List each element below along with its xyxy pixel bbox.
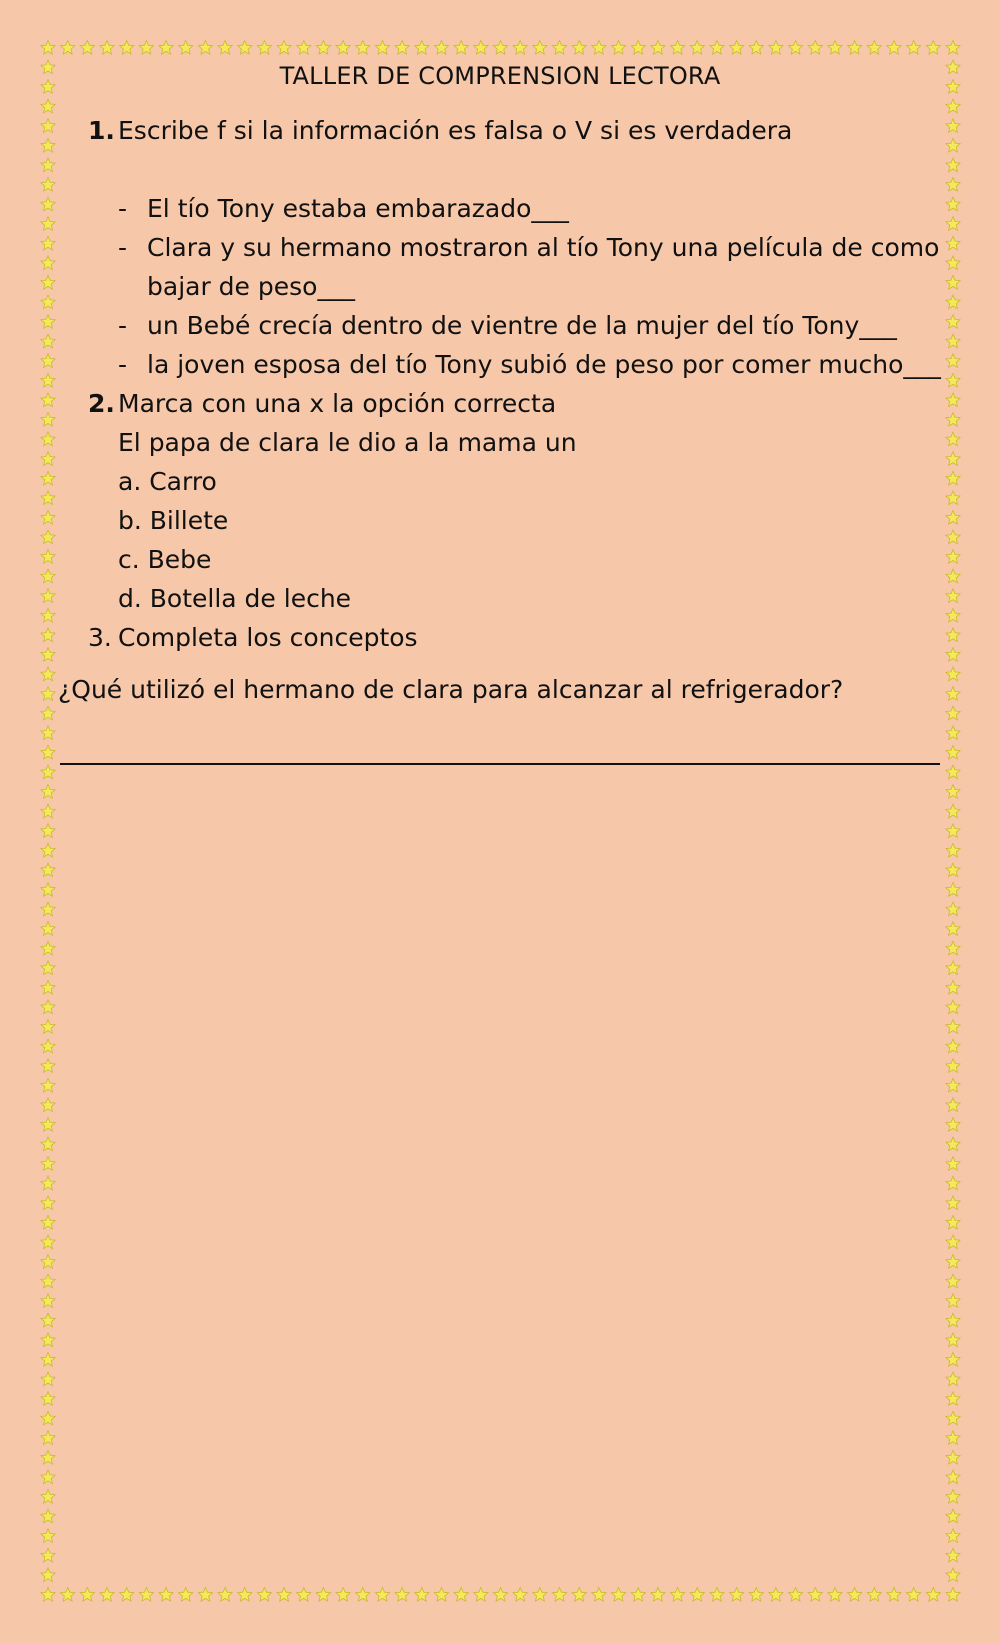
star-icon — [592, 1588, 606, 1602]
star-icon — [946, 99, 960, 113]
star-icon — [41, 608, 55, 622]
star-icon — [257, 41, 271, 55]
star-icon — [611, 41, 625, 55]
star-icon — [41, 667, 55, 681]
star-icon — [946, 1392, 960, 1406]
star-icon — [41, 883, 55, 897]
q1-item-1: El tío Tony estaba embarazado___ — [147, 194, 569, 223]
page-title: TALLER DE COMPRENSION LECTORA — [279, 62, 721, 90]
star-icon — [946, 1196, 960, 1210]
option-a[interactable]: a. Carro — [118, 467, 217, 496]
star-icon — [946, 1529, 960, 1543]
star-icon — [946, 1176, 960, 1190]
star-icon — [41, 1568, 55, 1582]
star-icon — [41, 824, 55, 838]
star-icon — [651, 1588, 665, 1602]
star-icon — [946, 608, 960, 622]
star-icon — [867, 41, 881, 55]
star-icon — [946, 785, 960, 799]
star-icon — [867, 1588, 881, 1602]
star-icon — [80, 41, 94, 55]
star-icon — [946, 1294, 960, 1308]
star-icon — [730, 1588, 744, 1602]
star-icon — [41, 1215, 55, 1229]
star-icon — [946, 941, 960, 955]
star-icon — [946, 452, 960, 466]
star-icon — [946, 1509, 960, 1523]
star-icon — [454, 1588, 468, 1602]
star-icon — [41, 922, 55, 936]
question-2-stem: El papa de clara le dio a la mama un — [118, 428, 577, 457]
star-icon — [493, 41, 507, 55]
star-icon — [41, 373, 55, 387]
star-icon — [238, 1588, 252, 1602]
star-icon — [631, 1588, 645, 1602]
star-icon — [946, 178, 960, 192]
q1-item-2-continued: bajar de peso___ — [147, 272, 355, 301]
star-icon — [41, 569, 55, 583]
star-icon — [572, 1588, 586, 1602]
star-icon — [946, 765, 960, 779]
star-icon — [848, 41, 862, 55]
star-icon — [434, 1588, 448, 1602]
star-icon — [907, 1588, 921, 1602]
question-1-prompt: Escribe f si la información es falsa o V si es verdadera — [118, 116, 793, 145]
star-icon — [41, 550, 55, 564]
star-icon — [946, 922, 960, 936]
option-b[interactable]: b. Billete — [118, 506, 229, 535]
answer-line[interactable] — [60, 763, 940, 765]
star-icon — [41, 41, 55, 55]
star-icon — [946, 1137, 960, 1151]
star-icon — [41, 785, 55, 799]
star-icon — [730, 41, 744, 55]
star-icon — [946, 843, 960, 857]
star-icon — [749, 41, 763, 55]
star-icon — [41, 334, 55, 348]
star-icon — [41, 941, 55, 955]
star-icon — [946, 550, 960, 564]
star-icon — [946, 726, 960, 740]
star-icon — [552, 1588, 566, 1602]
star-icon — [41, 1255, 55, 1269]
star-icon — [41, 1078, 55, 1092]
question-2-prompt: Marca con una x la opción correcta — [118, 389, 557, 418]
star-icon — [61, 1588, 75, 1602]
star-icon — [946, 648, 960, 662]
star-icon — [946, 804, 960, 818]
star-icon — [356, 1588, 370, 1602]
star-icon — [946, 119, 960, 133]
star-icon — [946, 158, 960, 172]
star-icon — [159, 41, 173, 55]
star-icon — [41, 726, 55, 740]
star-icon — [41, 432, 55, 446]
star-icon — [946, 1078, 960, 1092]
star-icon — [120, 1588, 134, 1602]
star-icon — [41, 236, 55, 250]
star-icon — [946, 276, 960, 290]
star-icon — [277, 1588, 291, 1602]
star-icon — [415, 1588, 429, 1602]
q1-item-4: la joven esposa del tío Tony subió de peso por comer mucho___ — [147, 350, 941, 379]
star-icon — [946, 1255, 960, 1269]
star-icon — [946, 1020, 960, 1034]
star-icon — [41, 589, 55, 603]
star-icon — [946, 569, 960, 583]
star-icon — [946, 393, 960, 407]
star-icon — [887, 1588, 901, 1602]
star-icon — [139, 1588, 153, 1602]
star-icon — [533, 1588, 547, 1602]
star-icon — [336, 41, 350, 55]
star-icon — [552, 41, 566, 55]
q1-item-3: un Bebé crecía dentro de vientre de la mujer del tío Tony___ — [147, 311, 897, 340]
star-icon — [395, 41, 409, 55]
star-icon — [789, 1588, 803, 1602]
star-icon — [198, 1588, 212, 1602]
star-icon — [946, 746, 960, 760]
star-icon — [808, 1588, 822, 1602]
star-icon — [592, 41, 606, 55]
star-icon — [41, 1098, 55, 1112]
star-icon — [395, 1588, 409, 1602]
star-icon — [80, 1588, 94, 1602]
star-icon — [179, 1588, 193, 1602]
star-icon — [946, 1372, 960, 1386]
star-icon — [41, 530, 55, 544]
star-icon — [41, 1000, 55, 1014]
star-icon — [946, 138, 960, 152]
star-icon — [946, 961, 960, 975]
star-icon — [690, 1588, 704, 1602]
star-icon — [946, 883, 960, 897]
star-icon — [41, 393, 55, 407]
star-icon — [316, 1588, 330, 1602]
star-icon — [946, 1431, 960, 1445]
star-icon — [41, 1588, 55, 1602]
star-icon — [670, 41, 684, 55]
star-icon — [946, 295, 960, 309]
star-icon — [651, 41, 665, 55]
star-icon — [946, 41, 960, 55]
star-icon — [41, 1509, 55, 1523]
star-icon — [41, 511, 55, 525]
star-icon — [41, 1118, 55, 1132]
star-icon — [41, 648, 55, 662]
star-icon — [41, 119, 55, 133]
star-icon — [572, 41, 586, 55]
star-icon — [336, 1588, 350, 1602]
question-1-number: 1. — [88, 116, 115, 145]
star-icon — [41, 315, 55, 329]
star-icon — [946, 1333, 960, 1347]
star-icon — [41, 1470, 55, 1484]
star-icon — [41, 746, 55, 760]
star-icon — [946, 1353, 960, 1367]
star-icon — [946, 824, 960, 838]
q1-item-2-dash: - — [118, 233, 128, 262]
star-icon — [887, 41, 901, 55]
star-icon — [946, 315, 960, 329]
star-icon — [710, 1588, 724, 1602]
star-icon — [749, 1588, 763, 1602]
star-icon — [297, 1588, 311, 1602]
star-icon — [415, 41, 429, 55]
star-icon — [41, 902, 55, 916]
star-icon — [41, 843, 55, 857]
star-icon — [41, 1411, 55, 1425]
star-icon — [907, 41, 921, 55]
star-icon — [789, 41, 803, 55]
star-icon — [41, 1294, 55, 1308]
star-icon — [139, 41, 153, 55]
star-icon — [946, 373, 960, 387]
star-icon — [41, 276, 55, 290]
star-icon — [946, 980, 960, 994]
star-icon — [946, 256, 960, 270]
option-d[interactable]: d. Botella de leche — [118, 584, 352, 613]
star-icon — [946, 334, 960, 348]
star-icon — [946, 1588, 960, 1602]
star-icon — [41, 1353, 55, 1367]
star-icon — [100, 1588, 114, 1602]
star-icon — [946, 1098, 960, 1112]
star-icon — [159, 1588, 173, 1602]
star-icon — [41, 1431, 55, 1445]
star-icon — [41, 1039, 55, 1053]
star-icon — [100, 41, 114, 55]
star-icon — [946, 236, 960, 250]
star-icon — [356, 41, 370, 55]
star-icon — [41, 1196, 55, 1210]
star-icon — [946, 1059, 960, 1073]
star-icon — [41, 961, 55, 975]
star-icon — [454, 41, 468, 55]
star-icon — [808, 41, 822, 55]
star-icon — [41, 354, 55, 368]
star-icon — [769, 41, 783, 55]
star-icon — [41, 217, 55, 231]
star-icon — [946, 511, 960, 525]
star-icon — [946, 1274, 960, 1288]
star-icon — [41, 1157, 55, 1171]
star-icon — [41, 1490, 55, 1504]
star-icon — [828, 41, 842, 55]
star-icon — [41, 413, 55, 427]
question-3-prompt: Completa los conceptos — [118, 623, 418, 652]
star-icon — [474, 41, 488, 55]
star-icon — [41, 765, 55, 779]
star-icon — [946, 1411, 960, 1425]
star-icon — [41, 1059, 55, 1073]
star-icon — [946, 1000, 960, 1014]
star-icon — [946, 1235, 960, 1249]
q1-item-3-dash: - — [118, 311, 128, 340]
star-icon — [946, 491, 960, 505]
star-icon — [946, 1157, 960, 1171]
star-icon — [946, 197, 960, 211]
star-icon — [848, 1588, 862, 1602]
star-icon — [41, 1333, 55, 1347]
star-icon — [710, 41, 724, 55]
star-icon — [611, 1588, 625, 1602]
star-icon — [946, 589, 960, 603]
star-icon — [474, 1588, 488, 1602]
star-icon — [946, 628, 960, 642]
star-icon — [41, 471, 55, 485]
q1-item-2: Clara y su hermano mostraron al tío Tony una película de como — [147, 233, 940, 262]
question-2-number: 2. — [88, 389, 115, 418]
star-icon — [41, 1529, 55, 1543]
star-icon — [41, 1137, 55, 1151]
star-icon — [297, 41, 311, 55]
star-icon — [41, 491, 55, 505]
star-icon — [493, 1588, 507, 1602]
star-icon — [946, 902, 960, 916]
star-icon — [41, 1313, 55, 1327]
star-icon — [769, 1588, 783, 1602]
star-icon — [41, 1235, 55, 1249]
question-3-text: ¿Qué utilizó el hermano de clara para alcanzar al refrigerador? — [58, 675, 844, 704]
star-icon — [946, 1039, 960, 1053]
star-icon — [690, 41, 704, 55]
star-icon — [946, 687, 960, 701]
star-icon — [946, 1548, 960, 1562]
star-icon — [41, 138, 55, 152]
star-icon — [946, 863, 960, 877]
star-icon — [946, 1490, 960, 1504]
star-icon — [670, 1588, 684, 1602]
star-icon — [41, 295, 55, 309]
star-icon — [120, 41, 134, 55]
star-icon — [828, 1588, 842, 1602]
star-icon — [946, 1568, 960, 1582]
q1-item-4-dash: - — [118, 350, 128, 379]
star-icon — [257, 1588, 271, 1602]
star-icon — [946, 1450, 960, 1464]
star-icon — [434, 41, 448, 55]
star-icon — [41, 628, 55, 642]
star-icon — [946, 217, 960, 231]
star-icon — [316, 41, 330, 55]
star-icon — [946, 1118, 960, 1132]
star-icon — [198, 41, 212, 55]
star-icon — [41, 256, 55, 270]
star-icon — [946, 1470, 960, 1484]
star-icon — [41, 1450, 55, 1464]
star-icon — [631, 41, 645, 55]
star-icon — [277, 41, 291, 55]
star-icon — [41, 863, 55, 877]
star-icon — [41, 980, 55, 994]
star-icon — [513, 41, 527, 55]
q1-item-1-dash: - — [118, 194, 128, 223]
star-icon — [41, 1274, 55, 1288]
star-icon — [41, 158, 55, 172]
star-icon — [946, 413, 960, 427]
star-icon — [41, 706, 55, 720]
star-icon — [179, 41, 193, 55]
star-icon — [375, 1588, 389, 1602]
star-icon — [41, 1020, 55, 1034]
star-icon — [218, 41, 232, 55]
star-icon — [41, 99, 55, 113]
star-icon — [946, 667, 960, 681]
star-icon — [41, 178, 55, 192]
star-icon — [513, 1588, 527, 1602]
star-icon — [946, 354, 960, 368]
star-icon — [946, 1215, 960, 1229]
star-icon — [946, 530, 960, 544]
option-c[interactable]: c. Bebe — [118, 545, 212, 574]
star-icon — [218, 1588, 232, 1602]
star-icon — [41, 687, 55, 701]
star-icon — [533, 41, 547, 55]
star-icon — [926, 1588, 940, 1602]
star-icon — [41, 1392, 55, 1406]
star-icon — [926, 41, 940, 55]
question-3-number: 3. — [88, 623, 112, 652]
star-icon — [41, 197, 55, 211]
star-icon — [41, 452, 55, 466]
star-icon — [41, 1548, 55, 1562]
star-icon — [946, 1313, 960, 1327]
star-icon — [946, 432, 960, 446]
star-icon — [41, 804, 55, 818]
star-icon — [61, 41, 75, 55]
star-icon — [238, 41, 252, 55]
star-icon — [946, 471, 960, 485]
star-icon — [946, 706, 960, 720]
star-icon — [41, 1176, 55, 1190]
star-icon — [375, 41, 389, 55]
star-icon — [41, 1372, 55, 1386]
